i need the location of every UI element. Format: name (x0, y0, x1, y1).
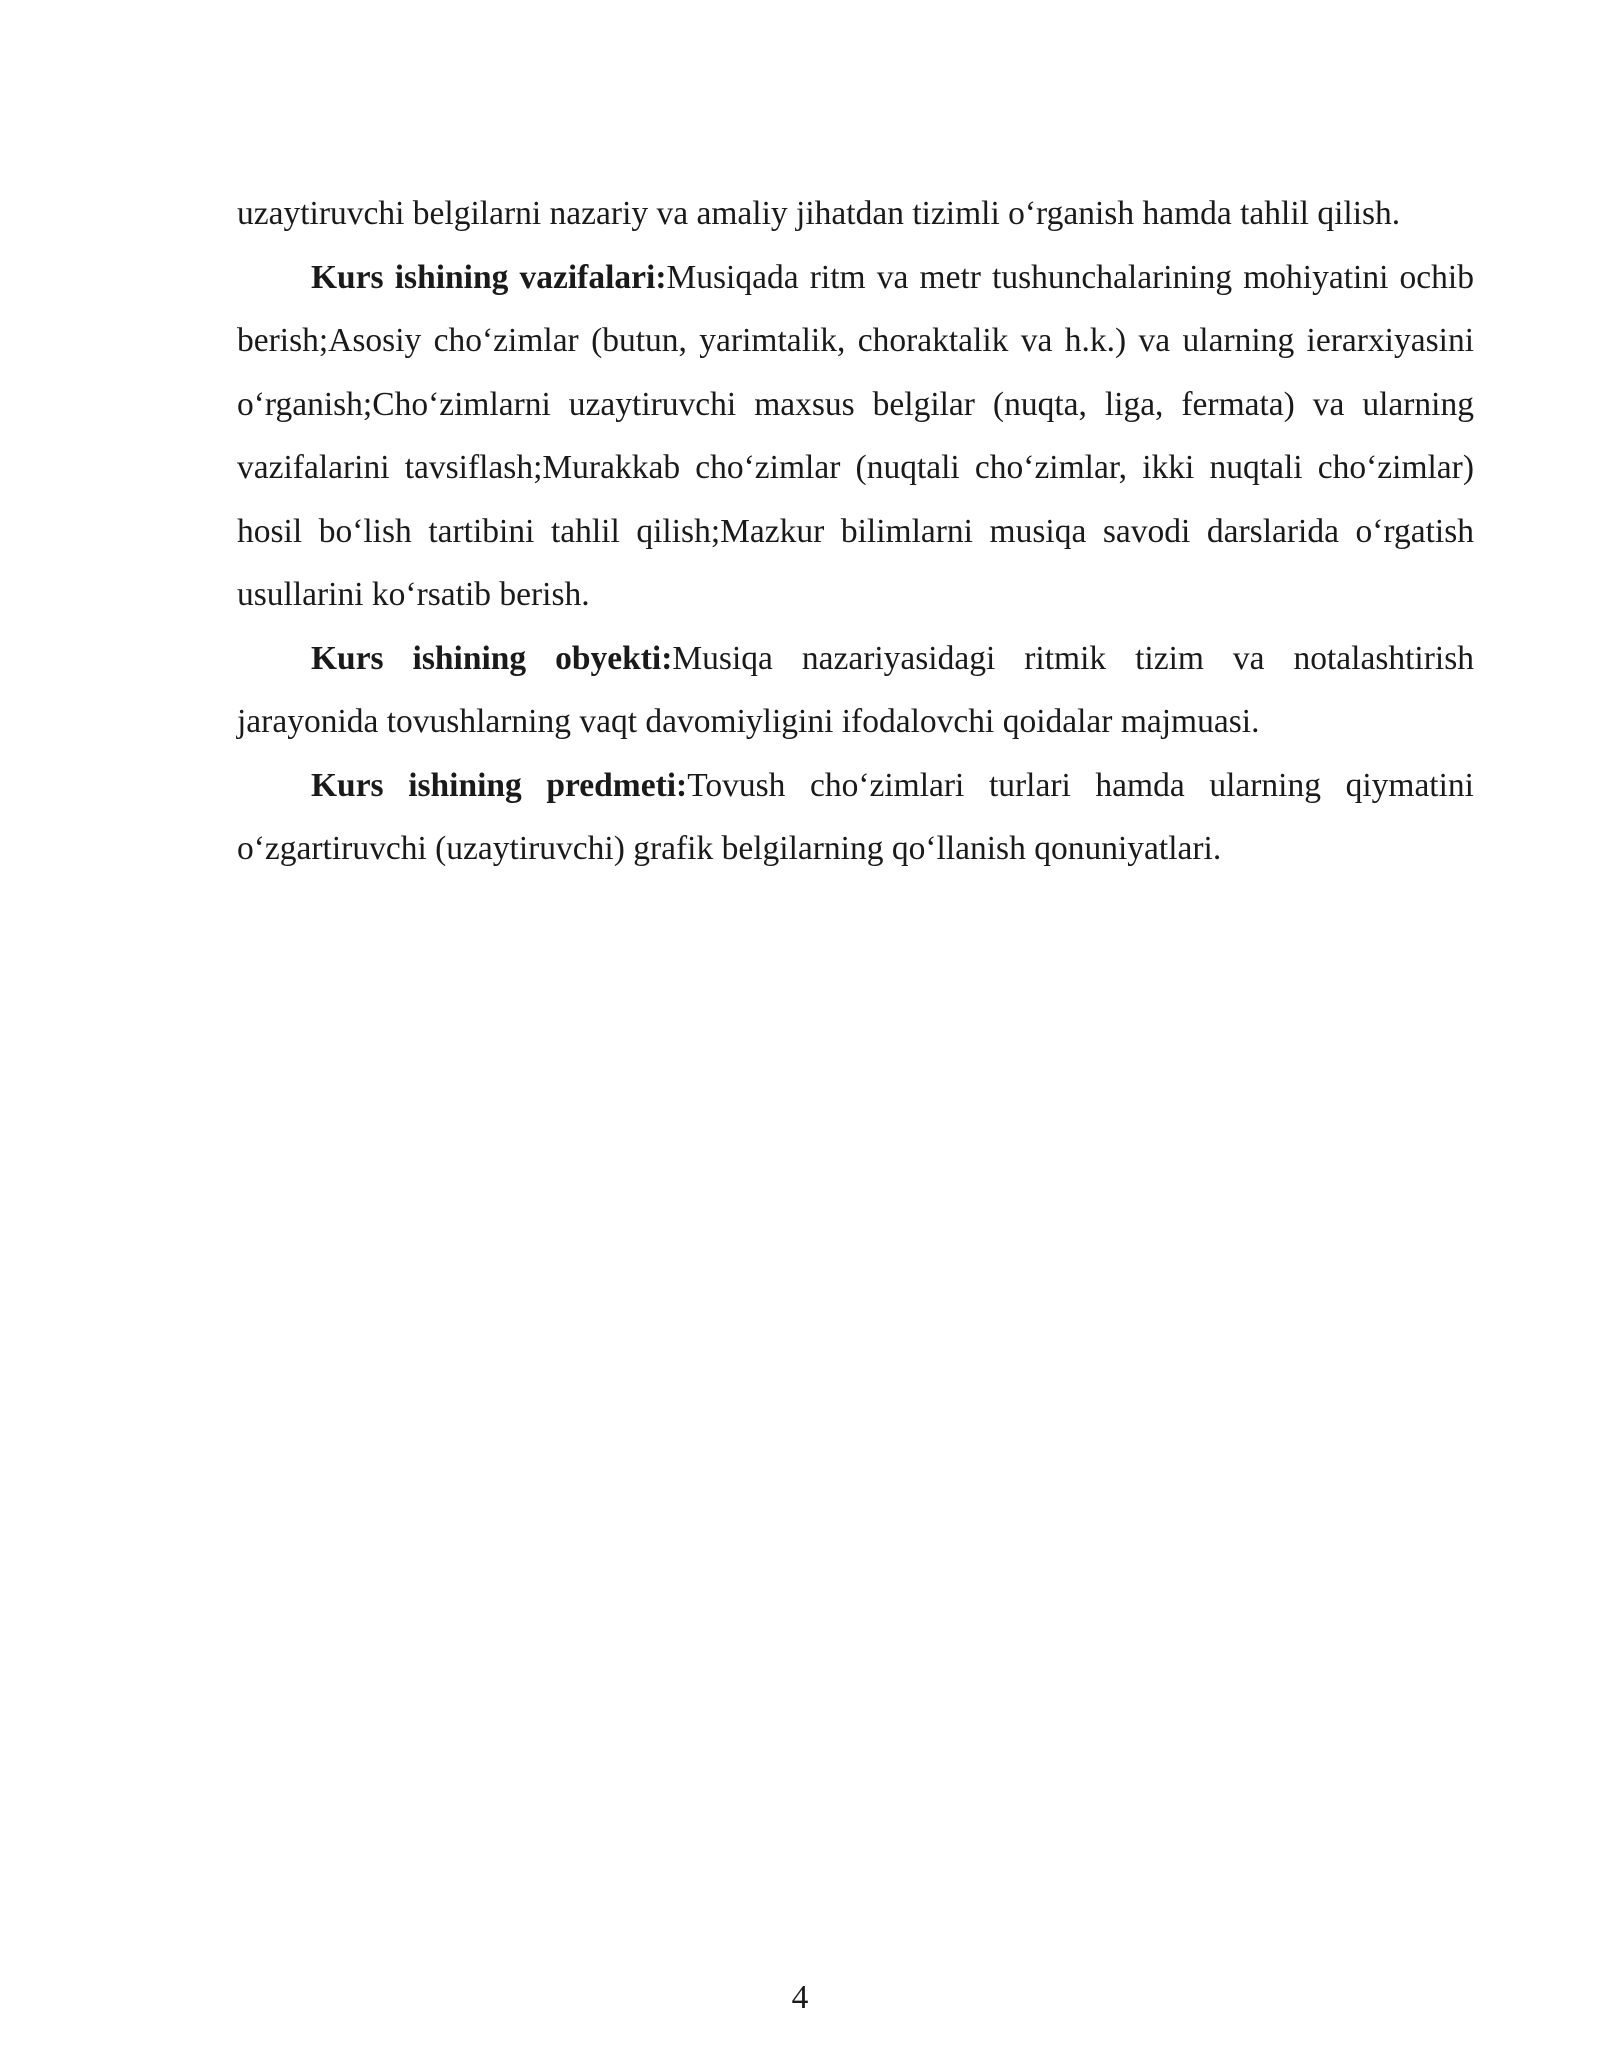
page-number: 4 (791, 1979, 809, 2016)
paragraph-subject (237, 754, 1474, 881)
paragraph-text: Tovush cho‘zimlari turlari hamda ularning qiymatini o‘zgartiruvchi (uzaytiruvchi) grafik belgilarning qo‘llanish qonuniyatlari. (237, 766, 1474, 867)
paragraph-text: Musiqa nazariyasidagi ritmik tizim va notalashtirish jarayonida tovushlarning vaqt davomiyligini ifodalovchi qoidalar majmuasi. (237, 639, 1474, 740)
paragraph-continuation (237, 182, 1474, 246)
paragraph-heading: Kurs ishining vazifalari: (311, 258, 667, 296)
paragraph-text: uzaytiruvchi belgilarni nazariy va amaliy jihatdan tizimli o‘rganish hamda tahlil qilish. (237, 195, 1401, 232)
paragraph-object (237, 627, 1474, 754)
paragraph-heading: Kurs ishining obyekti: (311, 639, 673, 677)
paragraph-tasks (237, 246, 1474, 627)
page-body (237, 182, 1474, 881)
paragraph-text: Musiqada ritm va metr tushunchalarining mohiyatini ochib berish;Asosiy cho‘zimlar (butun, yarimtalik, choraktalik va h.k.) va ularning ierarxiyasini o‘rganish;Cho‘zimlarni uzaytiruvchi maxsus belgilar (nuqta, liga, fermata) va ularning vazifalarini tavsiflash;Murakkab cho‘zimlar (nuqtali cho‘zimlar, ikki nuqtali cho‘zimlar) hosil bo‘lish tartibini tahlil qilish;Mazkur bilimlarni musiqa savodi darslarida o‘rgatish usullarini ko‘rsatib berish. (237, 258, 1474, 613)
paragraph-heading: Kurs ishining predmeti: (311, 766, 688, 804)
